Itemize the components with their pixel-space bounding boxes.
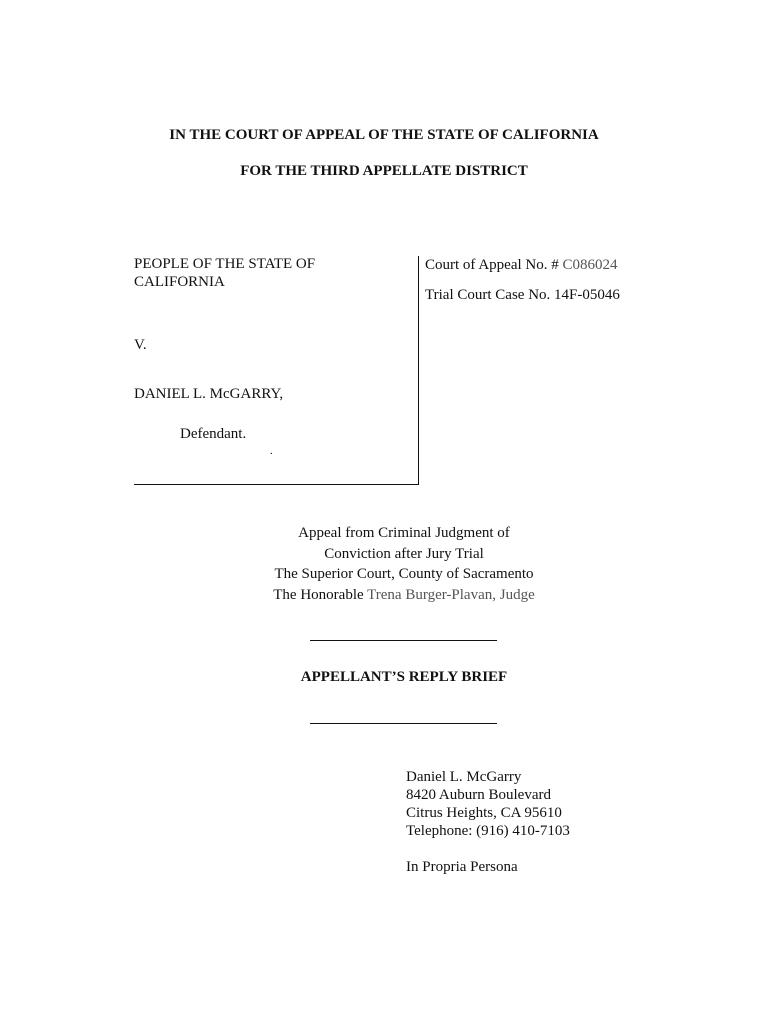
case-caption: [134, 256, 419, 485]
district-heading: FOR THE THIRD APPELLATE DISTRICT: [240, 163, 528, 179]
trial-case-number: 14F-05046: [554, 287, 620, 303]
trial-case-line: [425, 287, 620, 304]
appellant-city: Citrus Heights, CA 95610: [406, 805, 562, 821]
plaintiff-line1: PEOPLE OF THE STATE OF: [134, 256, 316, 272]
appeal-number: C086024: [562, 257, 618, 273]
divider-top: [310, 640, 497, 641]
appeal-info-line3: The Superior Court, County of Sacramento: [274, 566, 534, 582]
divider-bottom: [310, 723, 497, 724]
judge-name: Trena Burger-Plavan, Judge: [367, 586, 535, 603]
brief-title: APPELLANT’S REPLY BRIEF: [300, 669, 508, 685]
defendant-name: DANIEL L. McGARRY,: [134, 386, 284, 402]
defendant-role: Defendant.: [180, 426, 247, 442]
appeal-info-line4: [0, 585, 768, 606]
plaintiff-line2: CALIFORNIA: [134, 274, 225, 290]
appellant-address-block: [406, 768, 570, 840]
appellant-name: Daniel L. McGarry: [406, 769, 522, 785]
trial-case-label: Trial Court Case No.: [425, 287, 551, 303]
appeal-info: [0, 523, 768, 605]
stray-mark: .: [270, 445, 273, 457]
appeal-number-label: Court of Appeal No. #: [425, 257, 559, 273]
appeal-info-line2: Conviction after Jury Trial: [324, 545, 484, 562]
appeal-info-line1: Appeal from Criminal Judgment of: [298, 525, 510, 541]
appellant-street: 8420 Auburn Boulevard: [406, 787, 551, 803]
appeal-number-line: [425, 257, 618, 274]
court-heading: IN THE COURT OF APPEAL OF THE STATE OF CALIFORNIA: [169, 127, 599, 143]
appellant-phone: Telephone: (916) 410-7103: [406, 823, 570, 839]
honorable-prefix: The Honorable: [273, 586, 364, 603]
versus-label: V.: [134, 337, 147, 353]
appellant-status: In Propria Persona: [406, 859, 518, 875]
